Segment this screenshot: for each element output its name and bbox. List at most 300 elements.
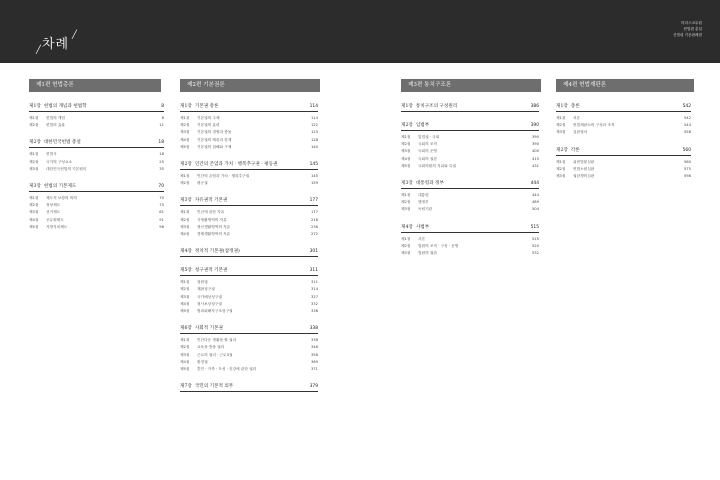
section-title: 국회의원의 지위와 특권 (418, 163, 456, 168)
section-number: 제1절 (401, 135, 411, 139)
section-title: 교육을 받을 권리 (197, 345, 225, 350)
section-number: 제1절 (556, 116, 566, 120)
section-page: 504 (531, 207, 539, 212)
section-entry[interactable] (180, 286, 318, 293)
chapter-title: 입법부 (415, 123, 430, 128)
section-number: 제4절 (180, 301, 190, 306)
section-number: 제5절 (29, 224, 39, 229)
decorative-tick: ╱ (36, 45, 41, 54)
section-entry[interactable] (180, 137, 318, 144)
section-page: 358 (310, 352, 318, 357)
section-title: 인간다운 생활을 할 권리 (197, 338, 237, 343)
chapter-title: 사법부 (415, 224, 430, 230)
section-number: 제3절 (556, 130, 566, 135)
section-title: 헌법소원심판 (573, 166, 595, 171)
header-info-line: 머리스코무원 (681, 21, 702, 25)
section-entry[interactable] (180, 294, 318, 301)
section-title: 청원권 (197, 280, 208, 285)
chapter-block (29, 140, 164, 173)
section-number: 제1절 (29, 116, 39, 120)
section-number: 제3절 (180, 294, 190, 299)
section-entry[interactable] (29, 195, 164, 202)
section-list (180, 209, 318, 238)
section-entry[interactable] (29, 166, 164, 173)
section-number: 제2절 (401, 200, 411, 205)
section-number: 제1절 (29, 152, 39, 157)
section-page: 314 (310, 287, 318, 292)
section-entry[interactable] (180, 308, 318, 315)
section-entry[interactable] (556, 166, 691, 173)
chapter-block (180, 249, 318, 257)
section-number: 제2절 (180, 181, 190, 186)
chapter-page: 301 (309, 249, 318, 255)
section-title: 국가배상청구권 (197, 294, 222, 299)
section-title: 범죄피해자구조청구권 (197, 309, 233, 314)
chapter-block (180, 268, 318, 315)
section-page: 70 (159, 196, 164, 201)
section-page: 532 (531, 251, 539, 256)
chapter-page: 338 (309, 326, 318, 332)
section-page: 369 (310, 359, 318, 364)
section-entry[interactable] (401, 163, 539, 170)
chapter-block (180, 326, 318, 373)
part-heading-1: 제1편 헌법총론 (29, 79, 161, 92)
chapter-page: 114 (309, 104, 318, 109)
page-title: 차례 (42, 37, 70, 52)
header-info-line: 헌법편 총설 (683, 27, 702, 31)
chapter-block (401, 225, 539, 258)
section-entry[interactable] (180, 352, 318, 359)
section-page: 35 (159, 166, 164, 171)
section-list (401, 192, 539, 214)
section-entry[interactable] (29, 209, 164, 216)
chapter-title: 각론 (570, 147, 580, 153)
chapter-page: 515 (530, 224, 539, 230)
section-entry[interactable] (180, 122, 318, 129)
section-number: 제2절 (180, 345, 190, 350)
chapter-block (180, 162, 318, 187)
chapter-number: 제1장 (556, 104, 568, 109)
section-entry[interactable] (401, 206, 539, 213)
section-title: 근로의 권리 · 근로3권 (197, 352, 233, 357)
chapter-number: 제7장 (180, 384, 192, 390)
section-title: 형사보상청구권 (197, 301, 222, 306)
toc-column-4 (556, 104, 691, 191)
section-number: 제2절 (401, 243, 411, 248)
section-page: 311 (310, 280, 318, 285)
section-page: 515 (531, 236, 539, 241)
chapter-page: 379 (309, 384, 318, 390)
section-entry[interactable] (401, 156, 539, 163)
section-entry[interactable] (180, 173, 318, 180)
chapter-heading[interactable] (29, 140, 164, 148)
section-title: 국가의 구성요소 (46, 159, 73, 164)
chapter-heading[interactable] (29, 104, 164, 112)
section-page: 390 (531, 135, 539, 139)
chapter-page: 386 (530, 104, 539, 109)
section-title: 국회의 운영 (418, 149, 437, 154)
section-title: 행정부 (418, 200, 429, 205)
chapter-number: 제2장 (556, 147, 568, 153)
section-title: 정당제도 (46, 203, 61, 208)
section-number: 제2절 (180, 287, 190, 292)
chapter-number: 제4장 (401, 224, 413, 230)
chapter-number: 제1장 (29, 104, 41, 109)
chapter-title: 기본권 총론 (194, 104, 219, 109)
part-heading-4: 제4편 헌법재판론 (556, 79, 694, 92)
chapter-block (29, 104, 164, 129)
section-title: 법원의 조직 · 구성 · 운영 (418, 243, 459, 248)
section-title: 기본권의 효력 (197, 123, 220, 128)
chapter-heading[interactable] (401, 104, 539, 112)
section-page: 18 (159, 152, 164, 157)
section-title: 공무원제도 (46, 217, 64, 222)
section-number: 제2절 (401, 142, 411, 147)
chapter-page: 70 (158, 184, 164, 190)
chapter-title: 인간의 존엄과 가치 · 행복추구권 · 평등권 (194, 162, 278, 168)
section-page: 489 (531, 200, 539, 205)
chapter-title: 대통령과 정부 (415, 181, 444, 187)
section-number: 제5절 (401, 163, 411, 168)
section-entry[interactable] (180, 180, 318, 187)
chapter-page: 18 (158, 140, 164, 146)
section-page: 25 (159, 159, 164, 164)
section-entry[interactable] (180, 209, 318, 216)
section-title: 대한민국헌법의 기본원리 (46, 166, 87, 171)
section-list (180, 337, 318, 373)
chapter-block (180, 198, 318, 238)
chapter-title: 정치적 기본권(참정권) (194, 249, 240, 255)
section-page: 346 (310, 345, 318, 350)
chapter-block (401, 123, 539, 170)
section-number: 제3절 (29, 210, 39, 215)
chapter-heading[interactable] (180, 384, 318, 392)
chapter-title: 통치구조의 구성원리 (415, 104, 458, 109)
section-page: 371 (310, 367, 318, 372)
section-entry[interactable] (180, 217, 318, 224)
section-title: 국회의 조직 (418, 142, 437, 147)
section-page: 544 (683, 123, 691, 128)
section-page: 327 (310, 294, 318, 299)
section-page: 332 (310, 301, 318, 306)
section-title: 헌법의 효율 (46, 123, 65, 128)
section-entry[interactable] (401, 250, 539, 257)
header-banner (0, 0, 720, 63)
section-number: 제2절 (29, 159, 39, 164)
toc-column-1 (29, 104, 164, 242)
section-title: 헌법사 (46, 152, 57, 157)
chapter-number: 제5장 (180, 268, 192, 274)
section-title: 기본권의 제한과 한계 (197, 137, 232, 142)
chapter-number: 제6장 (180, 326, 192, 332)
section-title: 정신생활영역의 자유 (197, 224, 231, 229)
section-entry[interactable] (180, 231, 318, 238)
section-entry[interactable] (29, 122, 164, 129)
section-number: 제1절 (29, 196, 39, 201)
section-title: 헌법의 개념 (46, 116, 65, 120)
section-entry[interactable] (180, 115, 318, 122)
section-page: 177 (310, 210, 318, 215)
header-info-line: 산법령 기준판례집 (673, 33, 702, 37)
chapter-block (29, 184, 164, 231)
chapter-heading[interactable] (180, 326, 318, 334)
section-page: 125 (310, 130, 318, 135)
section-title: 위헌법률심판 (573, 159, 595, 164)
section-number: 제1절 (180, 280, 190, 285)
section-title: 독립기관 (418, 207, 433, 212)
chapter-number: 제1장 (401, 104, 413, 109)
section-page: 415 (531, 156, 539, 161)
header-info (673, 20, 702, 38)
section-entry[interactable] (29, 202, 164, 209)
section-title: 경제생활영역의 자유 (197, 232, 231, 237)
section-entry[interactable] (180, 279, 318, 286)
section-title: 기본권의 주체 (197, 116, 220, 120)
chapter-block (401, 181, 539, 214)
section-title: 인간의 존엄과 가치 · 행복추구권 (197, 174, 250, 179)
chapter-number: 제2장 (401, 123, 413, 128)
chapter-number: 제1장 (180, 104, 192, 109)
toc-column-2 (180, 104, 318, 403)
section-number: 제3절 (401, 149, 411, 154)
section-title: 인신에 관한 자유 (197, 210, 225, 215)
section-entry[interactable] (556, 122, 691, 129)
chapter-title: 자유권적 기본권 (194, 198, 228, 204)
section-page: 96 (159, 224, 164, 229)
section-page: 431 (531, 163, 539, 168)
chapter-title: 청구권적 기본권 (194, 268, 228, 274)
chapter-block (180, 104, 318, 151)
section-page: 122 (310, 123, 318, 128)
section-entry[interactable] (401, 199, 539, 206)
section-number: 제1절 (401, 193, 411, 198)
section-number: 제3절 (180, 224, 190, 229)
chapter-page: 542 (682, 104, 691, 109)
chapter-heading[interactable] (180, 268, 318, 276)
chapter-page: 177 (309, 198, 318, 204)
section-page: 336 (310, 309, 318, 314)
section-title: 서론 (573, 116, 581, 120)
chapter-heading[interactable] (180, 198, 318, 206)
section-list (29, 115, 164, 129)
section-entry[interactable] (556, 115, 691, 122)
section-page: 542 (683, 116, 691, 120)
chapter-number: 제3장 (180, 198, 192, 204)
section-page: 598 (683, 174, 691, 179)
section-list (180, 279, 318, 315)
chapter-heading[interactable] (556, 148, 691, 156)
section-page: 81 (159, 210, 164, 215)
chapter-title: 국민의 기본적 의무 (194, 384, 234, 390)
section-number: 제5절 (180, 367, 190, 372)
section-page: 400 (531, 149, 539, 154)
chapter-page: 8 (161, 104, 164, 109)
section-page: 91 (159, 217, 164, 222)
chapter-number: 제3장 (29, 184, 41, 190)
chapter-block (401, 104, 539, 112)
section-number: 제2절 (180, 123, 190, 128)
section-number: 제3절 (401, 207, 411, 212)
section-title: 재판청구권 (197, 287, 215, 292)
chapter-page: 390 (530, 123, 539, 128)
section-page: 444 (531, 193, 539, 198)
section-page: 8 (161, 116, 164, 120)
section-title: 대통령 (418, 193, 429, 198)
section-list (180, 173, 318, 187)
section-number: 제5절 (180, 309, 190, 314)
section-number: 제4절 (29, 217, 39, 222)
section-page: 558 (683, 130, 691, 135)
section-number: 제3절 (401, 251, 411, 256)
section-number: 제2절 (29, 123, 39, 128)
section-entry[interactable] (180, 129, 318, 136)
section-entry[interactable] (401, 134, 539, 141)
section-entry[interactable] (180, 359, 318, 366)
section-title: 입법권 · 국회 (418, 135, 440, 139)
section-title: 기본권의 경합과 충돌 (197, 130, 232, 135)
chapter-page: 311 (309, 268, 318, 274)
section-title: 기본권의 침해와 구제 (197, 144, 232, 149)
section-page: 390 (531, 142, 539, 147)
chapter-number: 제3장 (401, 181, 413, 187)
section-entry[interactable] (180, 301, 318, 308)
section-number: 제3절 (29, 166, 39, 171)
section-entry[interactable] (401, 236, 539, 243)
section-number: 제3절 (180, 130, 190, 135)
section-page: 145 (310, 174, 318, 179)
section-page: 114 (310, 116, 318, 120)
chapter-number: 제2장 (29, 140, 41, 146)
section-entry[interactable] (180, 224, 318, 231)
section-title: 헌법재판소의 구성과 조직 (573, 123, 615, 128)
chapter-number: 제4장 (180, 249, 192, 255)
chapter-block (556, 104, 691, 137)
section-page: 11 (159, 123, 164, 128)
section-number: 제3절 (556, 174, 566, 179)
chapter-heading[interactable] (180, 162, 318, 170)
section-list (29, 195, 164, 231)
chapter-title: 총론 (570, 104, 580, 109)
chapter-block (556, 148, 691, 181)
section-page: 159 (310, 181, 318, 186)
section-title: 환경권 (197, 359, 208, 364)
section-entry[interactable] (29, 224, 164, 231)
section-entry[interactable] (401, 141, 539, 148)
part-heading-2: 제2편 기본권론 (180, 79, 320, 92)
toc-column-3 (401, 104, 539, 268)
part-heading-3: 제3편 통치구조론 (401, 79, 541, 92)
chapter-page: 444 (530, 181, 539, 187)
section-page: 272 (310, 232, 318, 237)
section-title: 권한쟁의심판 (573, 174, 595, 179)
chapter-heading[interactable] (401, 123, 539, 131)
section-list (556, 159, 691, 181)
section-title: 국회의 권한 (418, 156, 437, 161)
chapter-title: 헌법의 개념과 헌법학 (43, 104, 87, 109)
section-entry[interactable] (180, 344, 318, 351)
section-number: 제1절 (401, 236, 411, 241)
chapter-title: 헌법의 기본제도 (43, 184, 77, 190)
section-number: 제2절 (29, 203, 39, 208)
section-entry[interactable] (401, 148, 539, 155)
section-number: 제1절 (180, 116, 190, 120)
chapter-heading[interactable] (401, 225, 539, 233)
section-number: 제2절 (556, 123, 566, 128)
section-entry[interactable] (29, 217, 164, 224)
section-page: 338 (310, 338, 318, 343)
chapter-heading[interactable] (556, 104, 691, 112)
section-entry[interactable] (556, 129, 691, 136)
chapter-title: 사회적 기본권 (194, 326, 223, 332)
section-list (29, 151, 164, 173)
section-page: 520 (531, 243, 539, 248)
chapter-heading[interactable] (180, 249, 318, 257)
decorative-tick: ╱ (72, 30, 77, 39)
section-entry[interactable] (401, 192, 539, 199)
section-list (556, 115, 691, 137)
section-title: 사생활영역의 자유 (197, 217, 227, 222)
section-title: 혼인 · 가족 · 모성 · 건강에 관한 권리 (197, 367, 257, 372)
section-number: 제3절 (180, 352, 190, 357)
chapter-title: 대한민국헌법 총설 (43, 140, 81, 146)
section-entry[interactable] (29, 115, 164, 122)
section-number: 제4절 (180, 137, 190, 142)
section-entry[interactable] (180, 144, 318, 151)
section-number: 제4절 (180, 359, 190, 364)
section-number: 제4절 (180, 232, 190, 237)
chapter-block (180, 384, 318, 392)
chapter-heading[interactable] (180, 104, 318, 112)
chapter-page: 560 (682, 147, 691, 153)
section-entry[interactable] (180, 366, 318, 373)
section-title: 법원의 권한 (418, 251, 437, 256)
section-title: 선거제도 (46, 210, 61, 215)
section-number: 제2절 (180, 217, 190, 222)
section-list (180, 115, 318, 151)
section-page: 236 (310, 224, 318, 229)
section-entry[interactable] (29, 159, 164, 166)
section-title: 심판절차 (573, 130, 588, 135)
section-number: 제1절 (180, 338, 190, 343)
section-entry[interactable] (401, 243, 539, 250)
section-number: 제1절 (556, 159, 566, 164)
section-title: 지방자치제도 (46, 224, 68, 229)
section-title: 평등권 (197, 181, 208, 186)
section-number: 제2절 (556, 166, 566, 171)
section-page: 128 (310, 137, 318, 142)
section-title: 제도적 보장의 의의 (46, 196, 77, 201)
chapter-heading[interactable] (29, 184, 164, 192)
section-page: 140 (310, 144, 318, 149)
section-number: 제1절 (180, 174, 190, 179)
section-page: 218 (310, 217, 318, 222)
section-list (401, 236, 539, 258)
section-page: 70 (159, 203, 164, 208)
section-page: 575 (683, 166, 691, 171)
section-number: 제5절 (180, 144, 190, 149)
section-entry[interactable] (556, 173, 691, 180)
chapter-heading[interactable] (401, 181, 539, 189)
chapter-number: 제2장 (180, 162, 192, 168)
section-entry[interactable] (556, 159, 691, 166)
section-list (401, 134, 539, 170)
section-title: 서론 (418, 236, 426, 241)
section-entry[interactable] (180, 337, 318, 344)
section-entry[interactable] (29, 151, 164, 158)
chapter-page: 145 (309, 162, 318, 168)
section-number: 제1절 (180, 210, 190, 215)
section-number: 제4절 (401, 156, 411, 161)
